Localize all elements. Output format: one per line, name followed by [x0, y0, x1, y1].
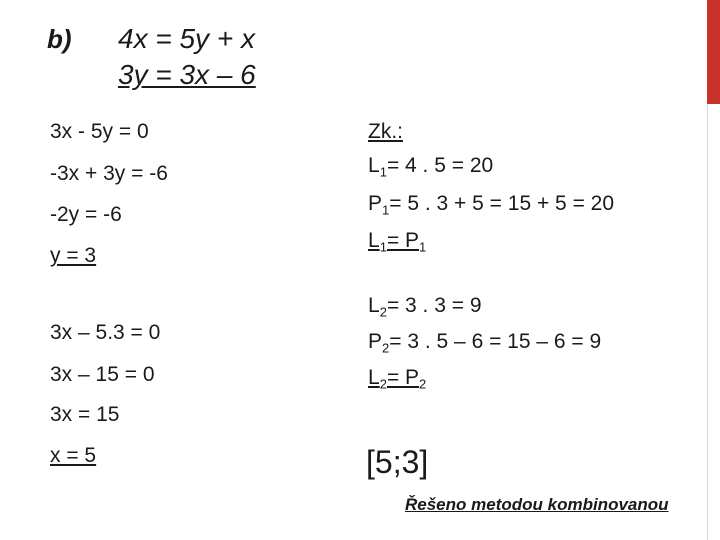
method-note: Řešeno metodou kombinovanou — [405, 495, 669, 514]
system-equation-1: 4x = 5y + x — [118, 23, 255, 54]
step-3: -2y = -6 — [50, 203, 122, 226]
step-4-y-result: y = 3 — [50, 244, 97, 267]
check-l2: $L_2= 3$ . 3 = 9 — [368, 294, 482, 320]
system-equation-2: 3y = 3x – 6 — [118, 59, 256, 90]
problem-label: b) — [47, 24, 72, 54]
check-equality-1: $L_1= P_1$ — [368, 229, 427, 255]
accent-bar — [707, 0, 720, 104]
solution-result: [5;3] — [366, 444, 429, 480]
check-equality-2: $L_2= P_2$ — [368, 366, 427, 392]
step-7: 3x = 15 — [50, 403, 120, 426]
check-l1: $L_1= 4$ . 5 = 20 — [368, 154, 494, 180]
right-divider — [707, 104, 708, 540]
step-1: 3x - 5y = 0 — [50, 120, 149, 143]
check-p2: $P_2= 3$ . 5 – 6 = 15 – 6 = 9 — [368, 330, 602, 356]
check-p1: $P_1= 5$ . 3 + 5 = 15 + 5 = 20 — [368, 192, 615, 218]
check-title: Zk.: — [368, 120, 403, 143]
step-8-x-result: x = 5 — [50, 444, 97, 467]
step-5: 3x – 5.3 = 0 — [50, 321, 161, 344]
step-6: 3x – 15 = 0 — [50, 363, 155, 386]
step-2: -3x + 3y = -6 — [50, 162, 168, 185]
